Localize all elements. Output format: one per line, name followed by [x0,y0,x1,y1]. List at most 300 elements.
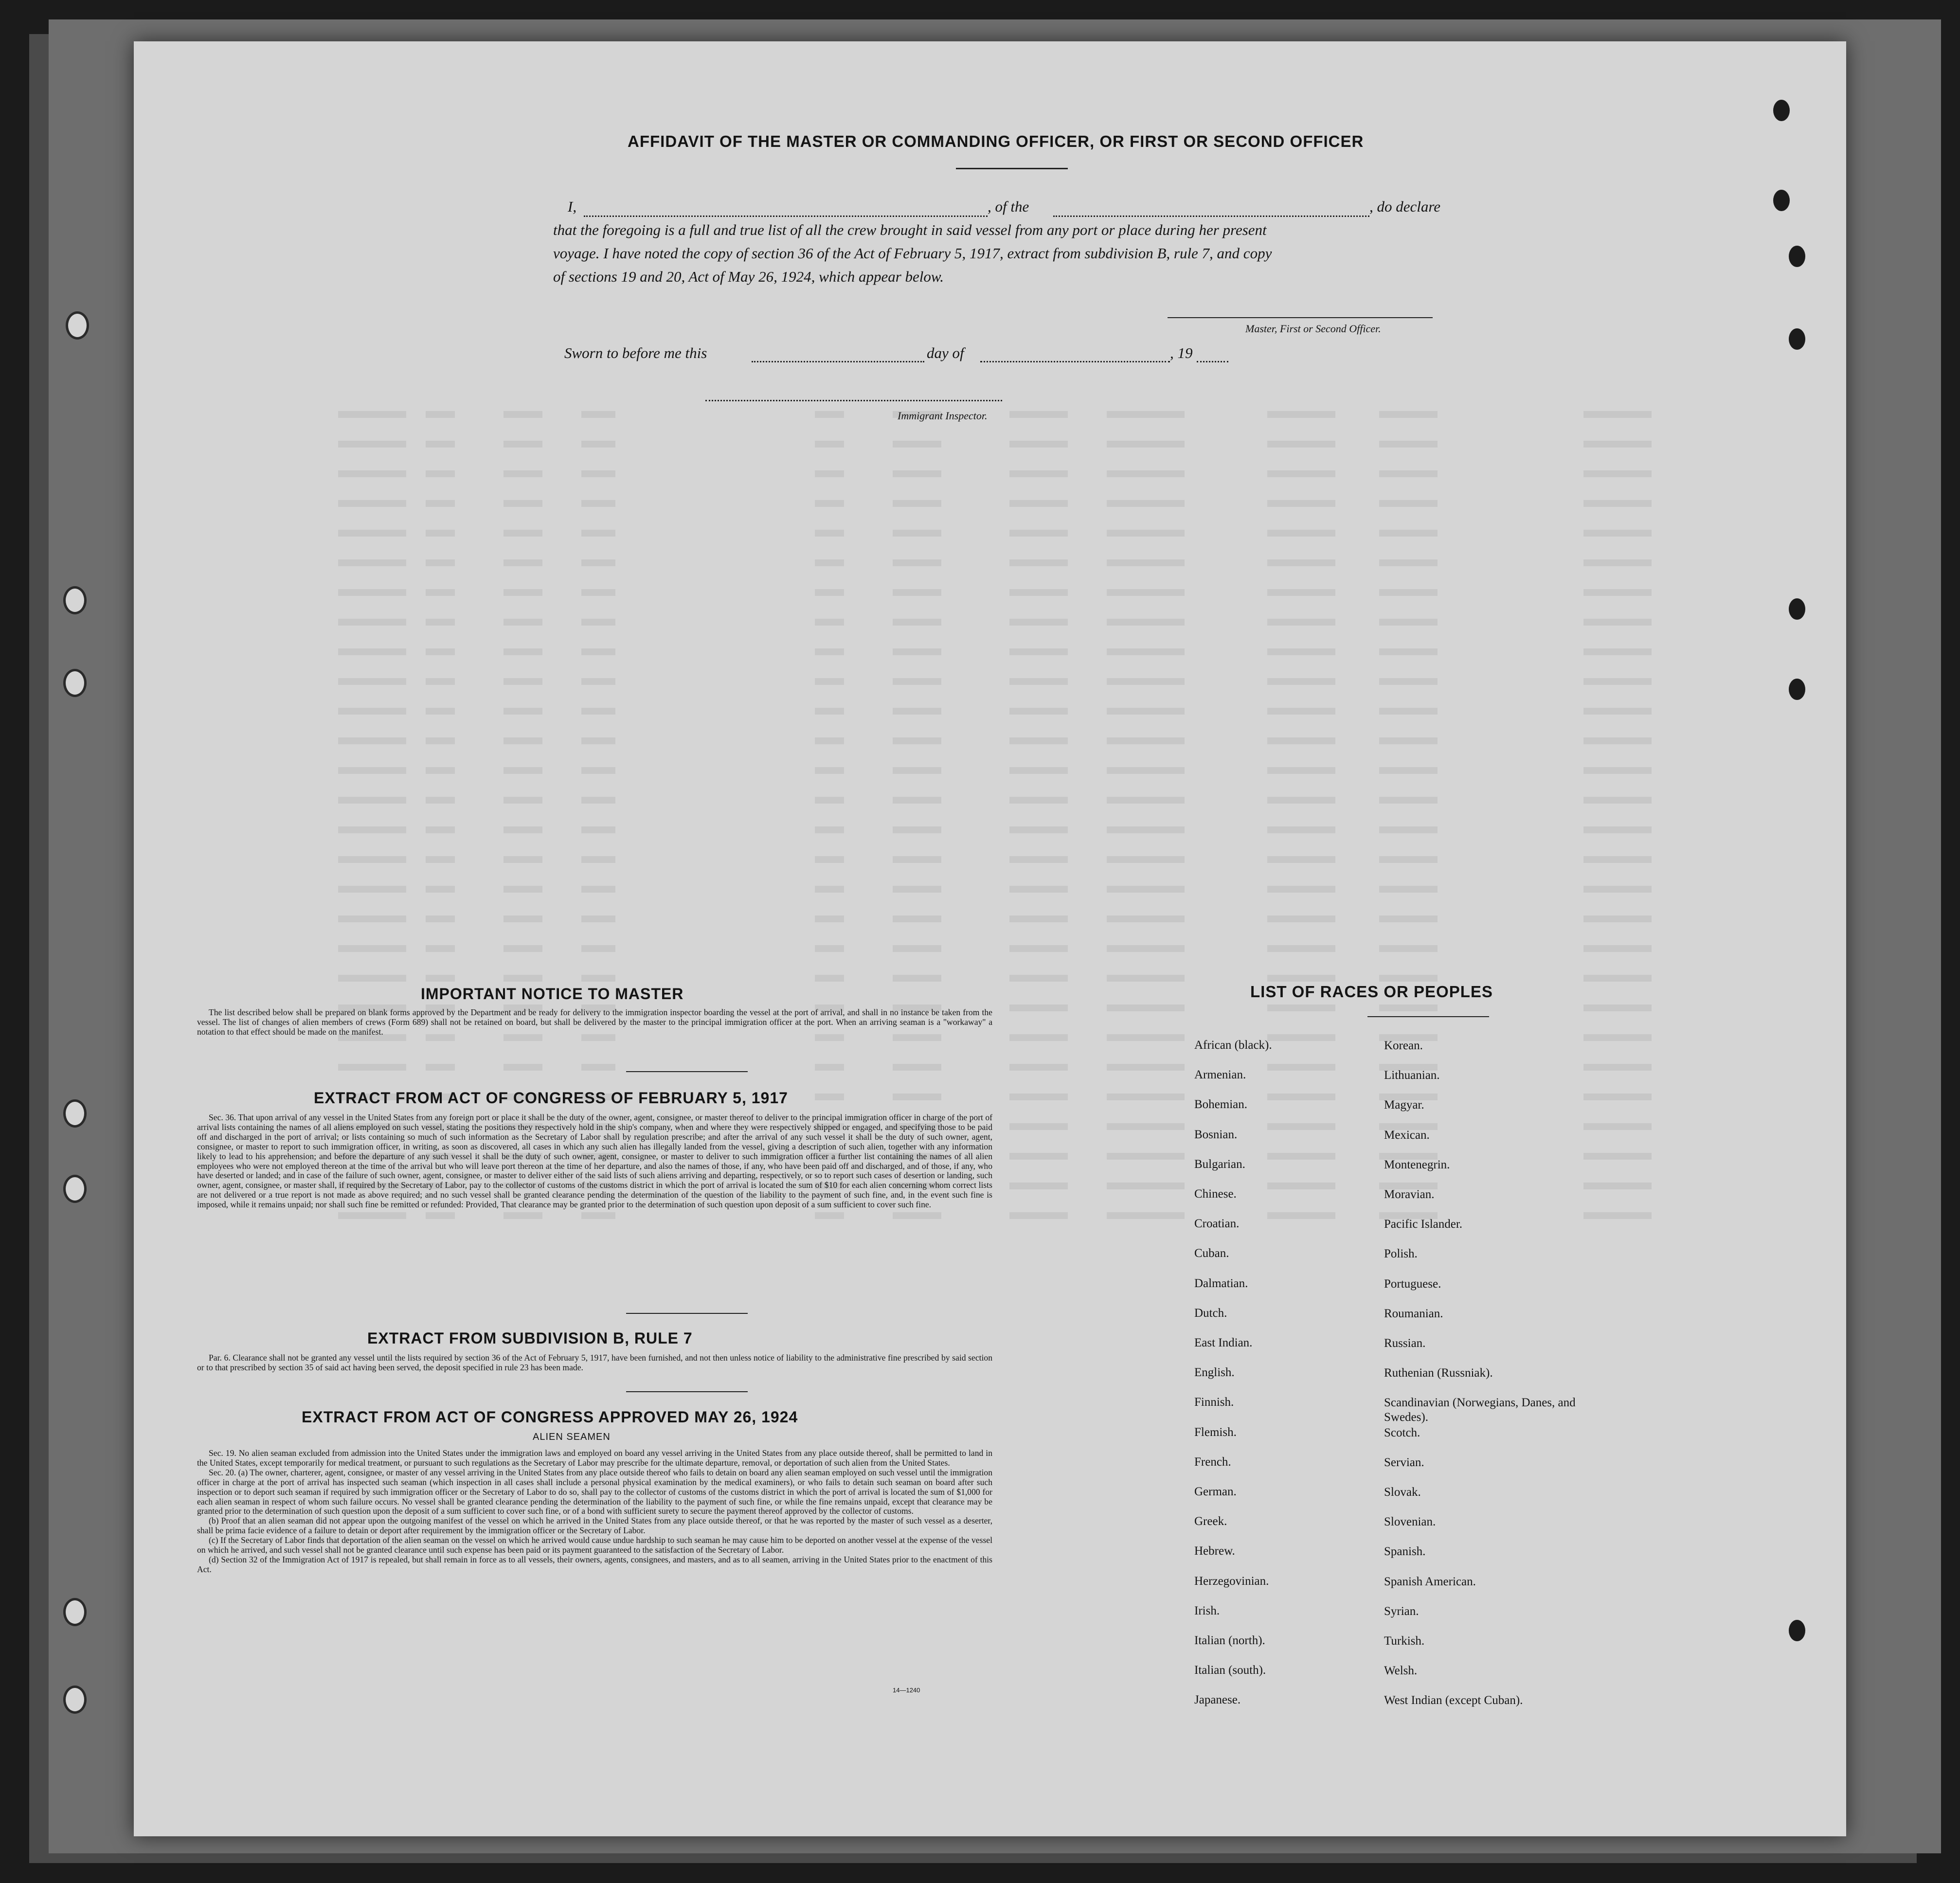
binder-hole [1789,598,1805,620]
show-through-mark [503,708,542,715]
show-through-mark [1009,737,1068,744]
race-item: Ruthenian (Russniak). [1384,1366,1493,1380]
show-through-mark [1583,1153,1652,1160]
show-through-mark [1009,975,1068,982]
sworn-day-blank[interactable] [752,361,924,362]
show-through-mark [1107,1183,1185,1189]
show-through-mark [1009,1064,1068,1071]
show-through-mark [581,915,615,922]
show-through-mark [581,945,615,952]
race-item: Italian (north). [1194,1634,1265,1647]
extract-1924-text [197,1449,992,1575]
show-through-mark [503,1212,542,1219]
show-through-mark [1583,767,1652,774]
show-through-mark [1009,441,1068,448]
affidavit-line3: voyage. I have noted the copy of section 36 of the Act of February 5, 1917, extract from subdivision B, rule 7, and copy [553,245,1272,262]
show-through-mark [815,915,844,922]
show-through-mark [503,559,542,566]
show-through-mark [1583,1094,1652,1100]
race-item: Dalmatian. [1194,1276,1248,1290]
show-through-mark [893,500,941,507]
show-through-mark [1267,737,1335,744]
show-through-mark [1583,945,1652,952]
show-through-mark [1107,619,1185,626]
show-through-mark [581,975,615,982]
show-through-mark [426,945,455,952]
show-through-mark [338,708,406,715]
notice-paragraph: The list described below shall be prepared on blank forms approved by the Department and be ready for delivery to the immigration inspector boarding the vessel at the port of arrival, and shall in no instance be taken from the vessel. The list of changes of alien members of crews (Form 689) shall not be retained on board, but shall be delivered by the master to the principal immigration officer at the port. When an arriving seaman is a "workaway" a notation to that effect should be made on the manifest. [197,1007,992,1037]
race-item: Slovak. [1384,1486,1421,1499]
race-item: Spanish American. [1384,1575,1476,1588]
show-through-mark [581,1212,615,1219]
show-through-mark [581,1064,615,1071]
show-through-mark [1379,500,1438,507]
race-item: Chinese. [1194,1187,1237,1201]
sworn-month-blank[interactable] [980,361,1170,362]
show-through-mark [1009,559,1068,566]
race-item: Montenegrin. [1384,1158,1450,1171]
binder-hole [1773,190,1790,211]
show-through-mark [338,678,406,685]
show-through-mark [338,1064,406,1071]
extract-1917-text [197,1113,992,1210]
show-through-mark [1267,915,1335,922]
show-through-mark [1009,797,1068,804]
alien-seamen-subtitle: ALIEN SEAMEN [533,1432,611,1442]
race-item: Japanese. [1194,1693,1241,1707]
show-through-mark [503,619,542,626]
race-item: Irish. [1194,1604,1220,1617]
show-through-mark [1107,975,1185,982]
show-through-mark [1009,1034,1068,1041]
show-through-mark [815,589,844,596]
show-through-mark [1107,411,1185,418]
show-through-mark [893,826,941,833]
show-through-mark [581,619,615,626]
show-through-mark [1583,1183,1652,1189]
notice-title: IMPORTANT NOTICE TO MASTER [421,985,684,1003]
race-item: Bosnian. [1194,1128,1238,1141]
show-through-mark [1267,589,1335,596]
show-through-mark [893,737,941,744]
race-item: Cuban. [1194,1247,1229,1260]
show-through-mark [1009,1183,1068,1189]
divider [626,1071,748,1072]
show-through-mark [1379,589,1438,596]
show-through-mark [1379,975,1438,982]
show-through-mark [1379,708,1438,715]
affidavit-line2: that the foregoing is a full and true list of all the crew brought in said vessel from any port or place during her present [553,221,1267,238]
show-through-mark [1009,530,1068,537]
show-through-mark [1107,470,1185,477]
show-through-mark [581,411,615,418]
show-through-mark [1009,678,1068,685]
show-through-mark [426,441,455,448]
show-through-mark [1107,530,1185,537]
show-through-mark [503,530,542,537]
race-item: Servian. [1384,1455,1424,1469]
show-through-mark [1267,619,1335,626]
par6-paragraph: Par. 6. Clearance shall not be granted any vessel until the lists required by section 36 of the Act of February 5, 1917, have been furnished, and not then unless notice of liability to the administrative fine prescribed by said section or to that prescribed by section 35 of said act having been served, the deposit specified in rule 23 has been made. [197,1353,992,1372]
show-through-mark [426,411,455,418]
race-item: Polish. [1384,1247,1418,1261]
show-through-mark [815,619,844,626]
show-through-mark [1009,1123,1068,1130]
binder-hole [1789,246,1805,267]
show-through-mark [426,500,455,507]
show-through-mark [815,470,844,477]
show-through-mark [1379,441,1438,448]
show-through-mark [426,678,455,685]
show-through-mark [1107,737,1185,744]
show-through-mark [338,441,406,448]
race-item: Finnish. [1194,1396,1234,1409]
show-through-mark [1267,530,1335,537]
show-through-mark [1107,1212,1185,1219]
show-through-mark [893,945,941,952]
signature-caption: Master, First or Second Officer. [1245,323,1381,335]
sec36-paragraph: Sec. 36. That upon arrival of any vessel in the United States from any foreign port or place it shall be the duty of the owner, agent, consignee, or master thereof to deliver to the principal immigration officer in charge of the port of arrival lists containing the names of all aliens employed on such vessel, stating the positions they respectively hold in the ship's company, when and where they were respectively shipped or engaged, and specifying those to be paid off and discharged in the port of arrival; or lists containing so much of such information as the Secretary of Labor shall by regulation prescribe; and after the arrival of any such vessel it shall be the duty of such owner, agent, consignee, or master to report to such immigration officer, in writing, as soon as discovered, all cases in which any such alien has illegally landed from the vessel, giving a description of such alien, together with any information likely to lead to his apprehension; and before the departure of any such vessel it shall be the duty of such owner, agent, consignee, or master to deliver to such immigration officer a further list containing the names of all alien employees who were not employed thereon at the time of the arrival but who will leave port thereon at the time of her departure, and also the names of those, if any, who have been paid off and discharged, and of those, if any, who have deserted or landed; and in case of the failure of such owner, agent, consignee, or master to deliver either of the said lists of such aliens arriving and departing, respectively, or so to report such cases of desertion or landing, such owner, agent, consignee, or master shall, if required by the Secretary of Labor, pay to the collector of customs of the customs district in which the port of arrival is located the sum of $10 for each alien concerning whom correct lists are not delivered or a true report is not made as above required; and no such vessel shall be granted clearance pending the determination of the question of the liability to the payment of such fine, and, in the event such fine is imposed, while it remains unpaid; nor shall such fine be remitted or refunded: Provided, That clearance may be granted prior to the determination of such question upon deposit of a sum sufficient to cover such fine. [197,1112,992,1210]
race-item: Portuguese. [1384,1277,1441,1291]
form-number: 14—1240 [893,1686,920,1694]
show-through-mark [1009,1212,1068,1219]
show-through-mark [815,886,844,893]
show-through-mark [338,975,406,982]
show-through-mark [338,767,406,774]
show-through-mark [1583,708,1652,715]
show-through-mark [1107,648,1185,655]
show-through-mark [1267,648,1335,655]
show-through-mark [1107,500,1185,507]
show-through-mark [1009,619,1068,626]
show-through-mark [1107,441,1185,448]
signature-line[interactable] [1168,317,1433,318]
show-through-mark [1379,648,1438,655]
show-through-mark [503,589,542,596]
show-through-mark [1009,886,1068,893]
show-through-mark [1267,797,1335,804]
show-through-mark [338,500,406,507]
show-through-mark [1379,530,1438,537]
show-through-mark [581,708,615,715]
show-through-mark [1583,1034,1652,1041]
sec19-paragraph: Sec. 19. No alien seaman excluded from admission into the United States under the immigration laws and employed on board any vessel arriving in the United States from any place outside thereof, shall be permitted to land in the United States, except temporarily for medical treatment, or pursuant to such regulations as the Secretary of Labor may prescribe for the ultimate departure, removal, or deportation of such alien from the United States. [197,1448,992,1468]
show-through-mark [503,797,542,804]
inspector-signature-line[interactable] [705,400,1002,401]
binder-hole [63,1686,87,1714]
show-through-mark [815,797,844,804]
show-through-mark [1009,945,1068,952]
vessel-blank[interactable] [1053,215,1369,217]
notice-text [197,1008,992,1037]
show-through-mark [1267,856,1335,863]
show-through-mark [1379,945,1438,952]
show-through-mark [893,856,941,863]
show-through-mark [426,826,455,833]
show-through-mark [893,767,941,774]
show-through-mark [1583,797,1652,804]
show-through-mark [338,826,406,833]
show-through-mark [1379,619,1438,626]
show-through-mark [1009,1094,1068,1100]
show-through-mark [581,826,615,833]
races-title: LIST OF RACES OR PEOPLES [1250,983,1493,1001]
sworn-day-label: day of [927,344,964,361]
show-through-mark [893,1094,941,1100]
race-item: Bulgarian. [1194,1157,1245,1171]
show-through-mark [1107,1034,1185,1041]
race-item: Roumanian. [1384,1307,1443,1320]
show-through-mark [338,886,406,893]
race-item: Welsh. [1384,1664,1418,1678]
show-through-mark [1583,1212,1652,1219]
show-through-mark [503,945,542,952]
show-through-mark [503,975,542,982]
show-through-mark [1583,1123,1652,1130]
show-through-mark [426,856,455,863]
show-through-mark [1267,559,1335,566]
race-item: Dutch. [1194,1306,1227,1320]
divider [626,1391,748,1392]
show-through-mark [338,856,406,863]
show-through-mark [815,500,844,507]
show-through-mark [338,619,406,626]
show-through-mark [1379,470,1438,477]
show-through-mark [1583,559,1652,566]
affidavit-i: I, [568,198,577,215]
show-through-mark [893,559,941,566]
show-through-mark [893,470,941,477]
extract-rule7-text [197,1353,992,1373]
show-through-mark [503,886,542,893]
show-through-mark [338,411,406,418]
show-through-mark [1107,1153,1185,1160]
show-through-mark [503,648,542,655]
race-item: Scandinavian (Norwegians, Danes, and Swedes). [1384,1396,1576,1424]
show-through-mark [815,1212,844,1219]
show-through-mark [1107,797,1185,804]
show-through-mark [1267,1034,1335,1041]
show-through-mark [1583,737,1652,744]
show-through-mark [815,411,844,418]
show-through-mark [1583,826,1652,833]
binder-hole [63,586,87,614]
show-through-mark [503,500,542,507]
binder-hole [63,1598,87,1626]
show-through-mark [503,767,542,774]
show-through-mark [426,708,455,715]
show-through-mark [1379,797,1438,804]
binder-hole [66,311,89,340]
show-through-mark [1267,1004,1335,1011]
show-through-mark [1009,411,1068,418]
show-through-mark [503,470,542,477]
race-item: Armenian. [1194,1068,1246,1082]
show-through-mark [338,915,406,922]
show-through-mark [815,648,844,655]
show-through-mark [815,945,844,952]
race-item: Italian (south). [1194,1664,1266,1677]
show-through-mark [1009,915,1068,922]
show-through-mark [1009,648,1068,655]
show-through-mark [1267,678,1335,685]
divider [1367,1016,1489,1017]
show-through-mark [1107,1094,1185,1100]
race-item: Scotch. [1384,1426,1421,1439]
show-through-mark [815,767,844,774]
show-through-mark [581,470,615,477]
show-through-mark [893,648,941,655]
show-through-mark [893,589,941,596]
show-through-mark [581,500,615,507]
show-through-mark [1009,856,1068,863]
show-through-mark [503,441,542,448]
race-item: Slovenian. [1384,1515,1436,1529]
race-item: Magyar. [1384,1098,1424,1112]
show-through-mark [426,1212,455,1219]
affidavit-title: AFFIDAVIT OF THE MASTER OR COMMANDING OFFICER, OR FIRST OR SECOND OFFICER [628,132,1364,150]
show-through-mark [1009,1004,1068,1011]
show-through-mark [426,1064,455,1071]
manifest-page [134,41,1846,1836]
show-through-mark [893,797,941,804]
show-through-mark [815,856,844,863]
race-item: Moravian. [1384,1188,1435,1201]
show-through-mark [338,648,406,655]
show-through-mark [1267,886,1335,893]
show-through-mark [426,559,455,566]
show-through-mark [815,708,844,715]
show-through-mark [338,737,406,744]
show-through-mark [893,1212,941,1219]
show-through-mark [426,915,455,922]
show-through-mark [1379,678,1438,685]
show-through-mark [338,559,406,566]
race-item: Flemish. [1194,1425,1237,1439]
show-through-mark [893,1064,941,1071]
show-through-mark [338,470,406,477]
show-through-mark [1267,1183,1335,1189]
show-through-mark [1379,767,1438,774]
show-through-mark [1267,470,1335,477]
show-through-mark [1583,411,1652,418]
affidavit-of-the: , of the [988,198,1029,215]
show-through-mark [815,559,844,566]
show-through-mark [426,975,455,982]
show-through-mark [1107,559,1185,566]
show-through-mark [1379,915,1438,922]
inspector-caption: Immigrant Inspector. [898,410,988,422]
binder-hole [1789,679,1805,700]
binder-hole [63,1099,87,1128]
show-through-mark [426,648,455,655]
sec20d-paragraph: (d) Section 32 of the Immigration Act of 1917 is repealed, but shall remain in force as to all vessels, their owners, agents, consignees, and masters, and as to all seamen, arriving in the United States prior to the enactment of this Act. [197,1554,992,1574]
show-through-mark [426,530,455,537]
show-through-mark [338,945,406,952]
show-through-mark [1107,767,1185,774]
show-through-mark [503,411,542,418]
show-through-mark [581,530,615,537]
race-item: Turkish. [1384,1634,1425,1648]
show-through-mark [1267,1064,1335,1071]
race-item: Syrian. [1384,1604,1419,1618]
show-through-mark [1379,856,1438,863]
binder-hole [1789,1620,1805,1641]
show-through-mark [581,648,615,655]
show-through-mark [1107,1064,1185,1071]
show-through-mark [815,1064,844,1071]
show-through-mark [338,797,406,804]
show-through-mark [1267,1153,1335,1160]
show-through-mark [815,441,844,448]
show-through-mark [426,797,455,804]
show-through-mark [1107,915,1185,922]
show-through-mark [893,975,941,982]
name-blank[interactable] [584,215,988,217]
show-through-mark [1107,856,1185,863]
show-through-mark [1009,826,1068,833]
show-through-mark [1267,767,1335,774]
show-through-mark [815,737,844,744]
show-through-mark [1583,678,1652,685]
show-through-mark [1267,708,1335,715]
show-through-mark [1583,530,1652,537]
race-item: Greek. [1194,1515,1227,1528]
binder-hole [63,669,87,697]
race-item: German. [1194,1485,1237,1498]
show-through-mark [815,678,844,685]
show-through-mark [815,1094,844,1100]
show-through-mark [893,441,941,448]
race-item: Korean. [1384,1039,1423,1052]
show-through-mark [815,530,844,537]
race-item: Spanish. [1384,1545,1426,1559]
race-item: Hebrew. [1194,1544,1235,1558]
show-through-mark [893,915,941,922]
binder-hole [63,1175,87,1203]
sworn-year-label: , 19 [1170,344,1193,361]
show-through-mark [1583,500,1652,507]
show-through-mark [503,826,542,833]
binder-hole [1773,100,1790,121]
show-through-mark [581,856,615,863]
sec20a-paragraph: Sec. 20. (a) The owner, charterer, agent, consignee, or master of any vessel arriving in the United States from any place outside thereof who fails to detain on board any alien seaman employed on such vessel until the immigration officer in charge at the port of arrival has inspected such seaman (which inspection in all cases shall include a personal physical examination by the medical examiners), or who fails to detain such seaman on board after such inspection or to deport such seaman if required by such immigration officer or the Secretary of Labor to do so, shall pay to the collector of customs of the customs district in which the port of arrival is located the sum of $1,000 for each alien seaman in respect of whom such failure occurs. No vessel shall be granted clearance pending the determination of the liability to the payment of such fine, or while the fine remains unpaid, except that clearance may be granted prior to the determination of such question upon the deposit of a sum sufficient to cover such fine, or of a bond with sufficient surety to secure the payment thereof approved by the collector of customs. [197,1467,992,1516]
show-through-mark [1267,500,1335,507]
show-through-mark [1583,886,1652,893]
show-through-mark [581,589,615,596]
show-through-mark [426,619,455,626]
show-through-mark [1107,826,1185,833]
show-through-mark [1379,559,1438,566]
show-through-mark [1379,1004,1438,1011]
show-through-mark [426,470,455,477]
affidavit-line4: of sections 19 and 20, Act of May 26, 1924, which appear below. [553,268,944,285]
show-through-mark [1107,708,1185,715]
sworn-year-blank[interactable] [1197,361,1228,362]
show-through-mark [581,737,615,744]
extract-rule7-title: EXTRACT FROM SUBDIVISION B, RULE 7 [367,1329,693,1347]
show-through-mark [1267,441,1335,448]
show-through-mark [503,1064,542,1071]
show-through-mark [1009,589,1068,596]
show-through-mark [338,530,406,537]
show-through-mark [426,886,455,893]
show-through-mark [1267,826,1335,833]
show-through-mark [1107,945,1185,952]
show-through-mark [503,915,542,922]
show-through-mark [1583,589,1652,596]
show-through-mark [893,678,941,685]
